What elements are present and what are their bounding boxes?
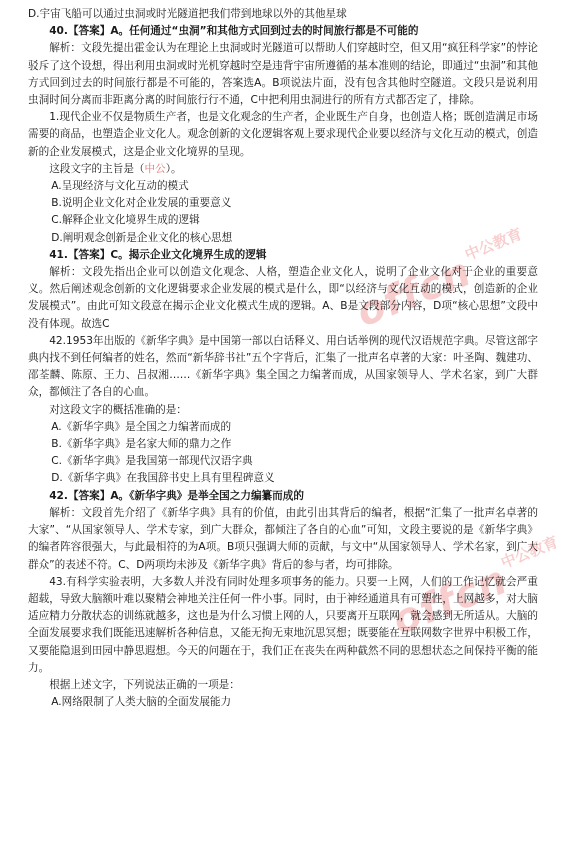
option-a: A.呈现经济与文化互动的模式 [51, 180, 189, 193]
watermark-brand-cn: 中公教育 [498, 532, 561, 572]
question-43: 43.有科学实验表明，大多数人并没有同时处理多项事务的能力。只要一上网，人们的工作记忆就会严重超载，导致大脑额叶难以聚精会神地关注任何一件小事。同时，由于神经通道具有可塑性，上网越多，对大脑适应精力分散状态的训练就越多，这也是为什么习惯上网的人，只要离开互联网，就会感到无所适从。大脑的全面发展要求我们既能迅速解析各种信息，又能无拘无束地沉思冥想；既要能在互联网数字世界中积极工作，又要能隐退到田园中静思遐想。今天的问题在于，我们正在丧失在两种截然不同的思想状态之间保持平衡的能力。 [28, 575, 538, 674]
watermark-brand: offcn [349, 248, 479, 337]
option-a: A.《新华字典》是全国之力编著而成的 [51, 420, 232, 433]
question-42: 42.1953年出版的《新华字典》是中国第一部以白话释义、用白话举例的现代汉语规范字典。尽管这部字典内找不到任何编者的姓名，然而“新华辞书社”五个字背后，汇集了一批声名卓著的大家：叶圣陶、魏建功、邵荃麟、陈原、王力、吕叔湘……《新华字典》集全国之力编著而成，从国家领导人、学术名家，到广大群众，都倾注了各自的心血。 [28, 334, 538, 399]
question-1: 1.现代企业不仅是物质生产者，也是文化观念的生产者，企业既生产自身，也创造人格；既创造满足市场需要的商品，也塑造企业文化人。观念创新的文化逻辑客观上要求现代企业要以经济与文化互动的模式，创造新的企业发展模式，这是企业文化境界的呈现。 [28, 111, 538, 158]
analysis-41: 解析：文段先指出企业可以创造文化观念、人格，塑造企业文化人，说明了企业文化对于企业的重要意义。然后阐述观念创新的文化逻辑要求企业发展的模式是什么，即“以经济与文化互动的模式，创造新的企业发展模式”。由此可知文段意在揭示企业文化模式生成的逻辑。A、B是文段部分内容，D项“核心思想”文段中没有体现。故选C [28, 266, 538, 330]
option-d: D.《新华字典》在我国辞书史上具有里程碑意义 [51, 472, 275, 485]
watermark-brand-cn: 中公教育 [462, 224, 525, 264]
analysis-40: 解析：文段先提出霍金认为在理论上虫洞或时光隧道可以帮助人们穿越时空，但又用“疯狂科学家”的悖论驳斥了这个设想，得出利用虫洞或时光机穿越时空是违背宇宙所遵循的基本准则的结论，即通过“虫洞”和其他方式回到过去的时间旅行都是不可能的，答案选A。B项说法片面，没有包含其他时空隧道。文段只是说利用虫洞时间分离而非距离分离的时间旅行行不通，C中把利用虫洞进行的所有方式都否定了，排除。 [28, 42, 538, 107]
answer-42: 42.【答案】A。《新华字典》是举全国之力编纂而成的 [49, 489, 304, 502]
option-c: C.《新华字典》是我国第一部现代汉语字典 [51, 455, 253, 468]
stamp-mark: 中公 [144, 162, 166, 175]
question-prompt-text: 这段文字的主旨是（ [49, 162, 145, 175]
option-b: B.《新华字典》是名家大师的鼎力之作 [51, 438, 232, 451]
watermark-brand: offcn [385, 556, 515, 645]
question-prompt [28, 161, 538, 178]
question-prompt-end: ）。 [165, 162, 182, 175]
option-d: D.阐明观念创新是企业文化的核心思想 [51, 231, 233, 244]
question-42-prompt: 对这段文字的概括准确的是： [49, 403, 187, 416]
option-b: B.说明企业文化对企业发展的重要意义 [51, 197, 232, 210]
option-d: D.宇宙飞船可以通过虫洞或时光隧道把我们带到地球以外的其他星球 [28, 8, 347, 20]
option-c: C.解释企业文化境界生成的逻辑 [51, 214, 200, 227]
question-43-prompt: 根据上述文字，下列说法正确的一项是： [49, 678, 240, 691]
answer-40: 40.【答案】A。任何通过“虫洞”和其他方式回到过去的时间旅行都是不可能的 [49, 25, 419, 38]
analysis-42: 解析：文段首先介绍了《新华字典》具有的价值，由此引出其背后的编者，根据“汇集了一批声名卓著的大家”、“从国家领导人、学术专家，到广大群众，都倾注了各自的心血”可知，文段主要说的是《新华字典》的编者阵容很强大，与此最相符的为A项。B项只强调大师的贡献，与文中“从国家领导人、学术名家，到广大群众”的表述不符。C、D两项均未涉及《新华字典》背后的参与者，均可排除。 [28, 506, 538, 571]
answer-41: 41.【答案】C。揭示企业文化境界生成的逻辑 [49, 248, 267, 261]
option-a: A.网络限制了人类大脑的全面发展能力 [51, 696, 232, 709]
